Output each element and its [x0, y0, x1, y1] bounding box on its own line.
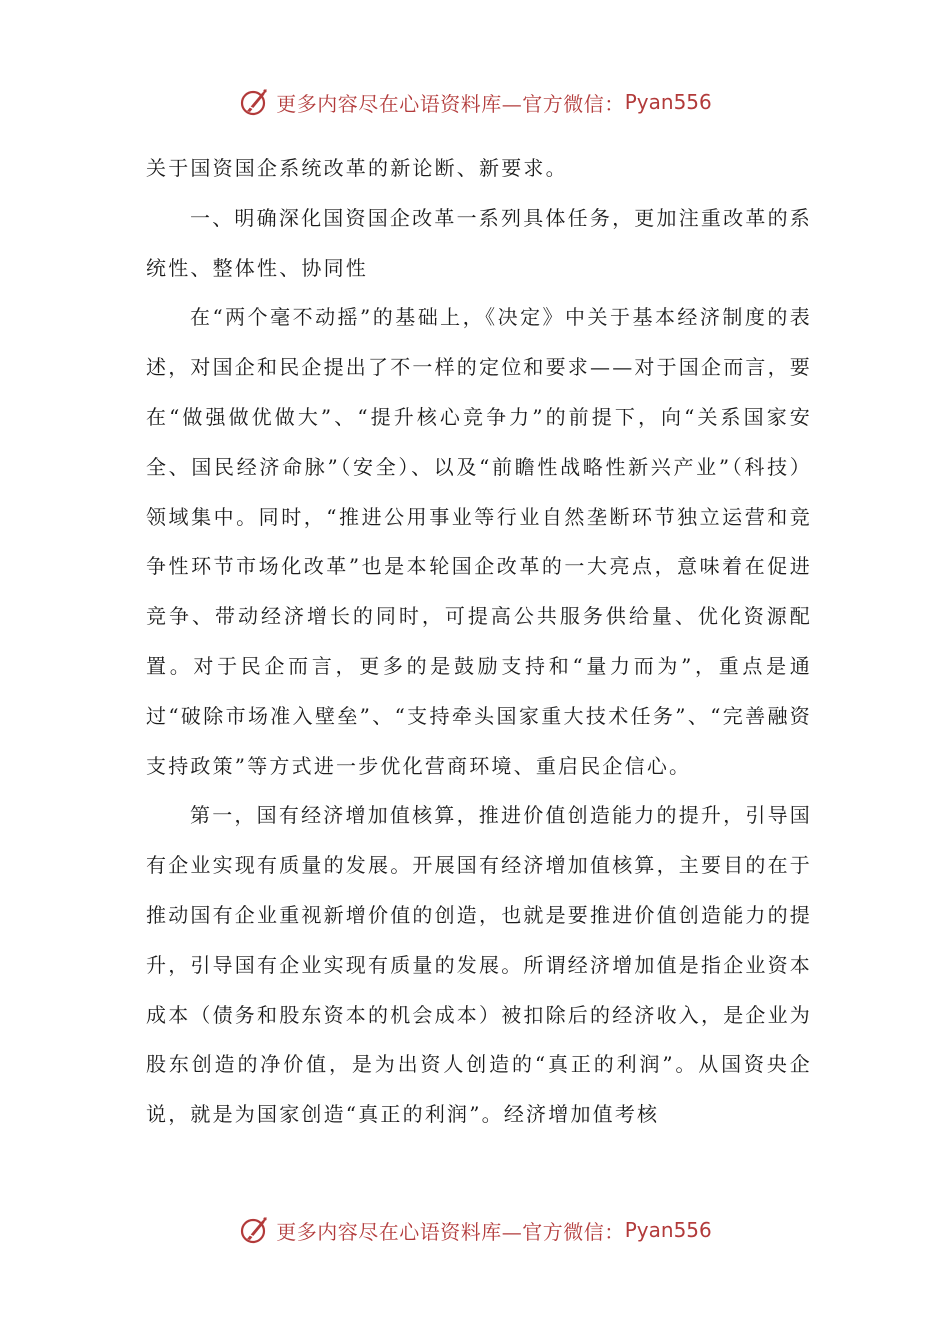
paragraph-3: 在“两个毫不动摇”的基础上，《决定》中关于基本经济制度的表述，对国企和民企提出了不一样的定位和要求——对于国企而言，要在“做强做优做大”、“提升核心竞争力”的前提下，向“关系国家安全、国民经济命脉”（安全）、以及“前瞻性战略性新兴产业”（科技）领域集中。同时，“推进公用事业等行业自然垄断环节独立运营和竞争性环节市场化改革”也是本轮国企改革的一大亮点，意味着在促进竞争、带动经济增长的同时，可提高公共服务供给量、优化资源配置。对于民企而言，更多的是鼓励支持和“量力而为”，重点是通过“破除市场准入壁垒”、“支持牵头国家重大技术任务”、“完善融资支持政策”等方式进一步优化营商环境、重启民企信心。 [146, 305, 812, 778]
paragraph-2-heading: 一、明确深化国资国企改革一系列具体任务，更加注重改革的系统性、整体性、协同性 [146, 205, 812, 280]
footer-banner [0, 1210, 950, 1250]
banner-wechat-handle: Pyan556 [624, 1218, 712, 1242]
header-banner [0, 82, 950, 122]
banner-wechat-handle: Pyan556 [624, 90, 712, 114]
banner-text: 更多内容尽在心语资料库—官方微信： [276, 91, 625, 116]
banner-text: 更多内容尽在心语资料库—官方微信： [276, 1219, 625, 1244]
pen-nib-circle-icon [238, 85, 272, 119]
paragraph-1: 关于国资国企系统改革的新论断、新要求。 [146, 156, 568, 180]
paragraph-4: 第一，国有经济增加值核算，推进价值创造能力的提升，引导国有企业实现有质量的发展。开展国有经济增加值核算，主要目的在于推动国有企业重视新增价值的创造，也就是要推进价值创造能力的提升，引导国有企业实现有质量的发展。所谓经济增加值是指企业资本成本（债务和股东资本的机会成本）被扣除后的经济收入，是企业为股东创造的净价值，是为出资人创造的“真正的利润”。从国资央企说，就是为国家创造“真正的利润”。经济增加值考核 [146, 803, 812, 1127]
document-body [146, 144, 812, 1140]
pen-nib-circle-icon [238, 1213, 272, 1247]
